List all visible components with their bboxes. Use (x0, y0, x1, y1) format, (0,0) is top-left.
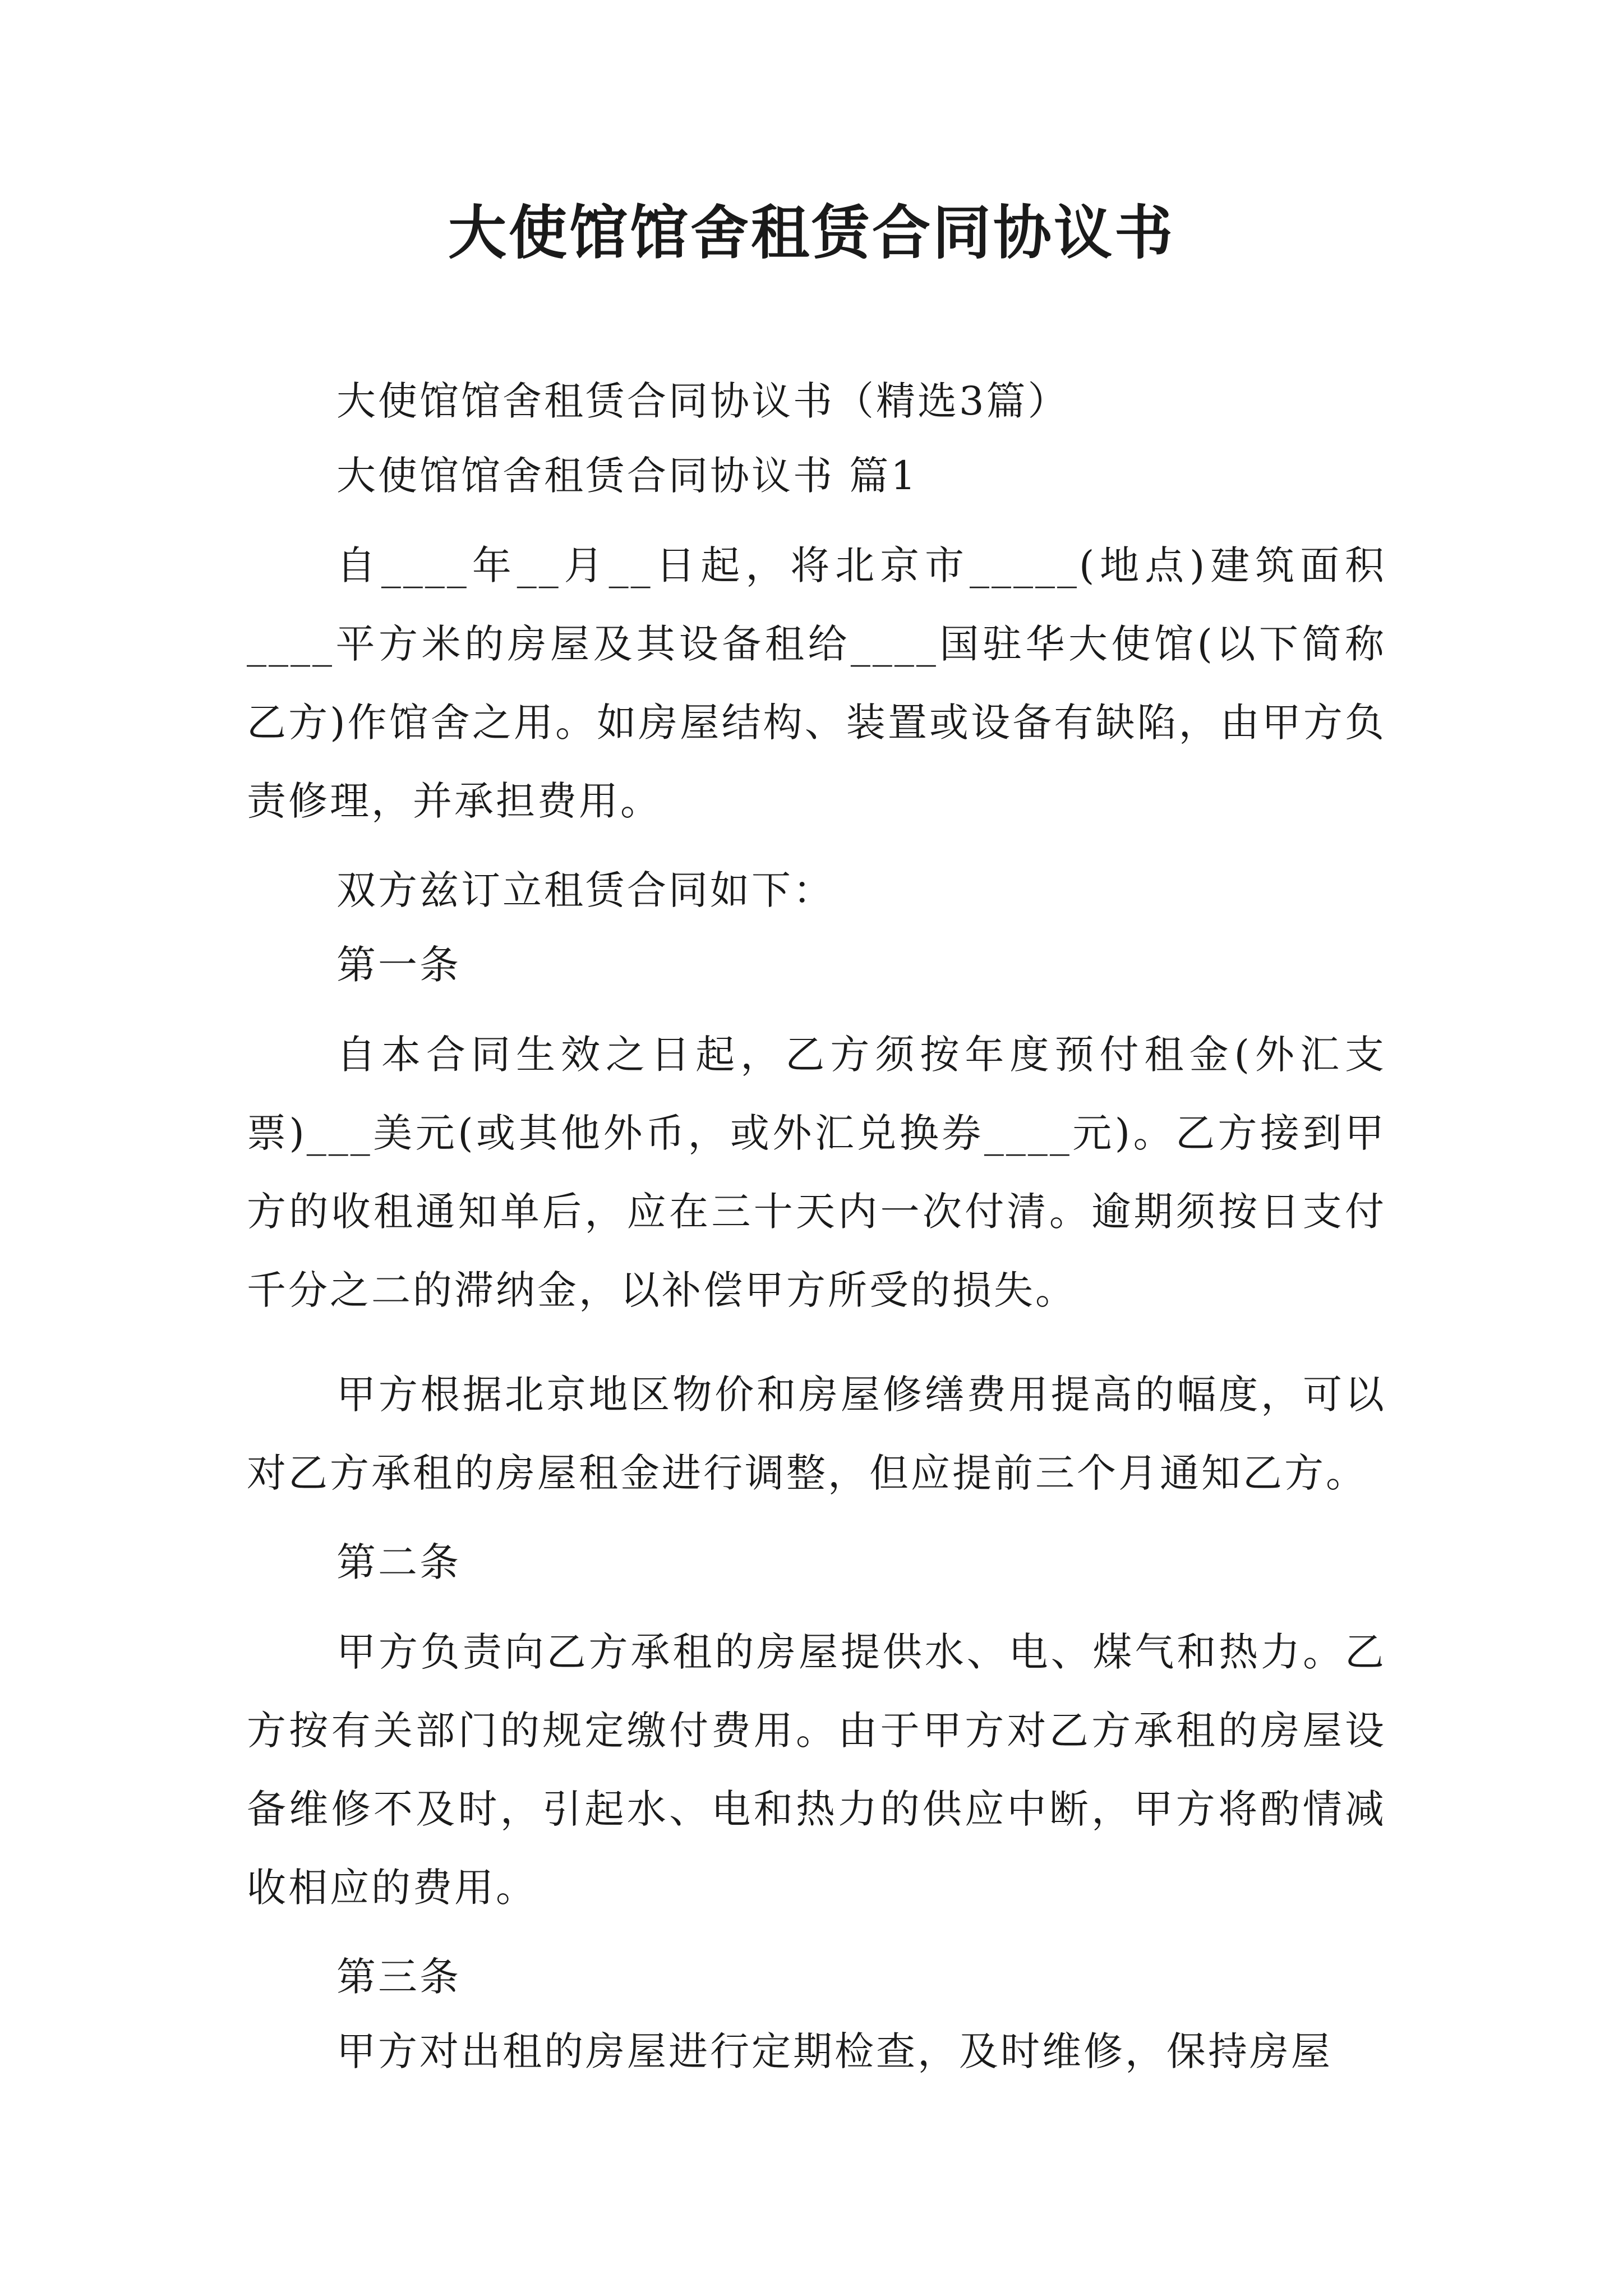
paragraph-subtitle: 大使馆馆舍租赁合同协议书（精选3篇） (336, 378, 1069, 424)
document-title: 大使馆馆舍租赁合同协议书 (448, 198, 1175, 267)
document-body (247, 377, 1386, 2102)
article-2-paragraph: 甲方负责向乙方承租的房屋提供水、电、煤气和热力。乙方按有关部门的规定缴付费用。由于甲方对乙方承租的房屋设备维修不及时，引起水、电和热力的供应中断，甲方将酌情减收相应的费用。 (247, 1629, 1386, 1911)
article-1-paragraph-1: 自本合同生效之日起，乙方须按年度预付租金(外汇支票)___美元(或其他外币，或外汇兑换券____元)。乙方接到甲方的收租通知单后，应在三十天内一次付清。逾期须按日支付千分之二的滞纳金，以补偿甲方所受的损失。 (247, 1032, 1386, 1313)
article-2-heading: 第二条 (336, 1539, 461, 1585)
paragraph-intro: 自____年__月__日起，将北京市_____(地点)建筑面积____平方米的房屋及其设备租给____国驻华大使馆(以下简称乙方)作馆舍之用。如房屋结构、装置或设备有缺陷，由甲方负责修理，并承担费用。 (247, 542, 1386, 824)
article-1-heading: 第一条 (336, 942, 461, 988)
paragraph-agreement: 双方兹订立租赁合同如下： (336, 867, 834, 913)
article-3-heading: 第三条 (336, 1954, 461, 2000)
article-3-paragraph: 甲方对出租的房屋进行定期检查，及时维修，保持房屋 (336, 2028, 1332, 2074)
paragraph-section-heading: 大使馆馆舍租赁合同协议书 篇1 (336, 453, 918, 499)
article-1-paragraph-2: 甲方根据北京地区物价和房屋修缮费用提高的幅度，可以对乙方承租的房屋租金进行调整，但应提前三个月通知乙方。 (247, 1372, 1386, 1496)
